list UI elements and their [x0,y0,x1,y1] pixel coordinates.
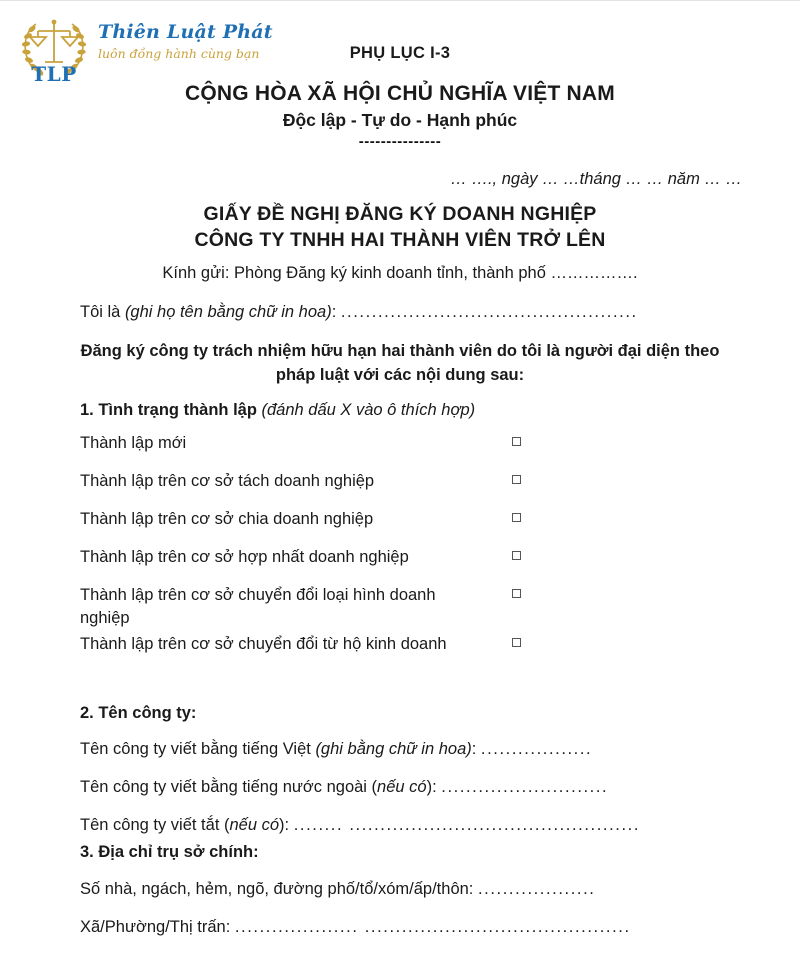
field-note: nếu có [229,816,280,834]
form-title-line1: GIẤY ĐỀ NGHỊ ĐĂNG KÝ DOANH NGHIỆP [203,203,597,225]
field-colon: ): [426,778,442,796]
brand-tagline: luôn đồng hành cùng bạn [98,45,260,61]
option-label: Thành lập trên cơ sở tách doanh nghiệp [80,472,375,490]
list-item [80,633,720,669]
field-colon: : [471,740,481,758]
field-street-address [80,880,595,899]
section-3-heading: 3. Địa chỉ trụ sở chính: [80,843,259,861]
option-label: Thành lập mới [80,434,187,452]
section-2-heading: 2. Tên công ty: [80,704,197,722]
establishment-status-list [80,432,720,671]
declarant-suffix: : [331,303,341,321]
section-1-note: (đánh dấu X vào ô thích hợp) [261,401,476,419]
option-label: Thành lập trên cơ sở hợp nhất doanh nghiệp [80,548,409,566]
list-item [80,432,720,468]
option-label: Thành lập trên cơ sở chia doanh nghiệp [80,510,374,528]
field-blank[interactable]: ........................... [441,778,609,796]
section-1-heading [80,401,475,420]
checkbox-chia-doanh-nghiep[interactable] [512,513,521,522]
form-title-line2: CÔNG TY TNHH HAI THÀNH VIÊN TRỞ LÊN [194,229,606,251]
field-label: Tên công ty viết bằng tiếng Việt [80,740,316,758]
declarant-line [80,303,638,322]
field-label: Số nhà, ngách, hẻm, ngõ, đường phố/tổ/xóm/ấp/thôn: [80,880,478,898]
field-colon: ): [279,816,294,834]
date-line: … …., ngày … …tháng … … năm … … [450,170,742,188]
section-1-number-title: 1. Tình trạng thành lập [80,401,262,419]
addressee-line: Kính gửi: Phòng Đăng ký kinh doanh tỉnh, thành phố ……………. [162,264,638,282]
checkbox-chuyen-doi-tu-ho-kinh-doanh[interactable] [512,638,521,647]
field-company-name-foreign [80,778,608,797]
field-note: (ghi bằng chữ in hoa) [315,740,472,758]
declarant-blank[interactable]: ................................................ [340,303,638,321]
checkbox-thanh-lap-moi[interactable] [512,437,521,446]
brand-name: Thiên Luật Phát [98,21,273,43]
registration-statement: Đăng ký công ty trách nhiệm hữu hạn hai thành viên do tôi là người đại diện theo pháp luật với các nội dung sau: [80,342,720,384]
top-divider [0,0,800,1]
list-item [80,508,720,544]
field-company-name-vietnamese [80,740,592,759]
field-ward-commune [80,918,631,937]
declarant-note: (ghi họ tên bằng chữ in hoa) [124,303,332,321]
header-divider: --------------- [358,133,442,150]
field-label: Tên công ty viết tắt ( [80,816,230,834]
field-blank[interactable]: .................. [480,740,593,758]
field-company-name-abbreviated [80,816,640,835]
field-note: nếu có [377,778,427,796]
checkbox-hop-nhat-doanh-nghiep[interactable] [512,551,521,560]
field-blank[interactable]: ................... [477,880,596,898]
field-label: Tên công ty viết bằng tiếng nước ngoài ( [80,778,378,796]
field-blank[interactable]: ........ ............................................... [293,816,641,834]
field-label: Xã/Phường/Thị trấn: [80,918,235,936]
option-label: Thành lập trên cơ sở chuyển đổi từ hộ kinh doanh [80,634,447,653]
list-item [80,546,720,582]
list-item [80,584,720,631]
national-title: CỘNG HÒA XÃ HỘI CHỦ NGHĨA VIỆT NAM [185,82,615,105]
field-blank[interactable]: .................... ........................................... [234,918,631,936]
checkbox-tach-doanh-nghiep[interactable] [512,475,521,484]
list-item [80,470,720,506]
appendix-label: PHỤ LỤC I-3 [349,44,451,62]
checkbox-chuyen-doi-loai-hinh[interactable] [512,589,521,598]
national-motto: Độc lập - Tự do - Hạnh phúc [282,110,518,130]
declarant-prefix: Tôi là [80,303,125,321]
option-label: Thành lập trên cơ sở chuyển đổi loại hình doanh nghiệp [80,586,436,628]
logo-monogram: TLP [31,62,77,86]
